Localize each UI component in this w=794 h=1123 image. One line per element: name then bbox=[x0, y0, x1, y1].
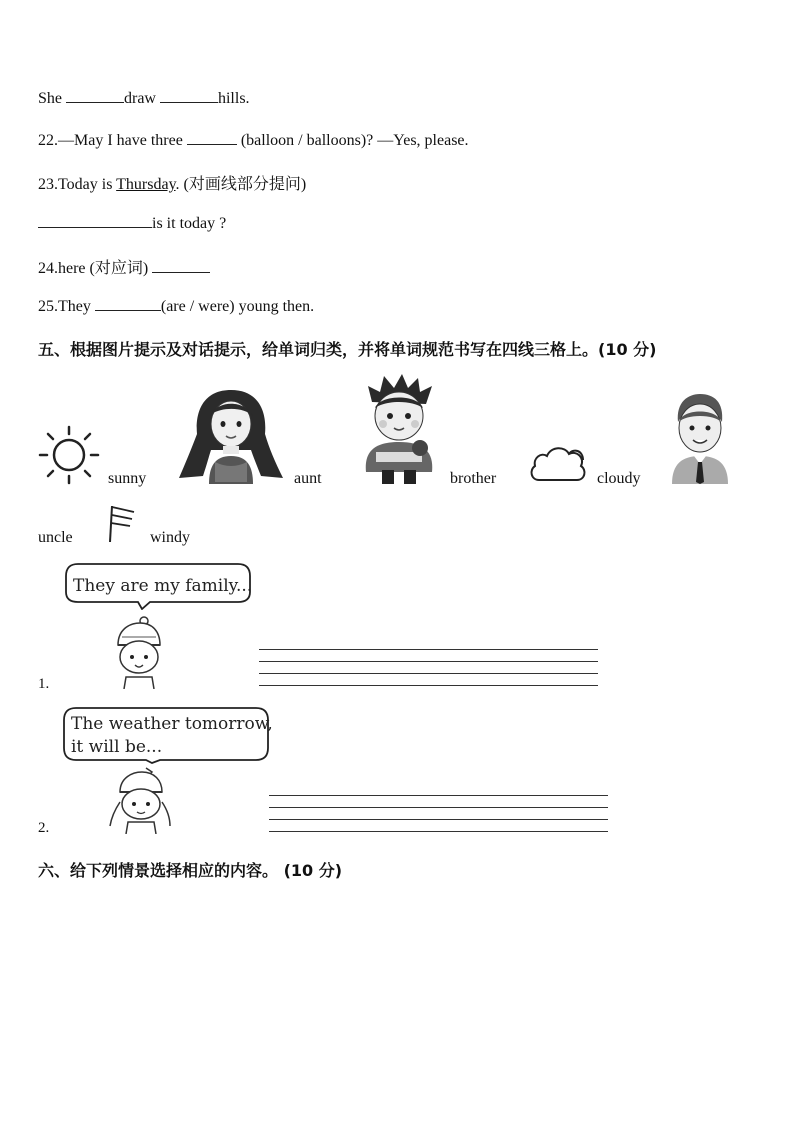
answer-blank[interactable] bbox=[38, 213, 152, 228]
answer-blank[interactable] bbox=[66, 88, 124, 103]
bubble-1-text: They are my family... bbox=[73, 576, 253, 596]
bubble-2-line-2: it will be... bbox=[71, 737, 163, 757]
section-6-heading: 六、给下列情景选择相应的内容。 (10 分) bbox=[38, 861, 343, 880]
man-uncle-icon bbox=[670, 392, 730, 484]
question-25: 25.They (are / were) young then. bbox=[38, 298, 315, 315]
sun-icon bbox=[38, 425, 100, 485]
word-aunt: aunt bbox=[294, 470, 322, 487]
answer-blank[interactable] bbox=[187, 130, 237, 145]
answer-blank[interactable] bbox=[95, 296, 161, 311]
kid-girl-hat-icon bbox=[106, 766, 174, 834]
word-cloudy: cloudy bbox=[597, 470, 641, 487]
word-brother: brother bbox=[450, 470, 497, 487]
answer-blank[interactable] bbox=[160, 88, 218, 103]
question-21-line: She draw hills. bbox=[38, 90, 250, 107]
question-23: 23.Today is Thursday. (对画线部分提问) bbox=[38, 176, 307, 193]
word-sunny: sunny bbox=[108, 470, 147, 487]
cloud-icon bbox=[527, 438, 589, 484]
boy-brother-icon bbox=[356, 372, 442, 484]
word-uncle: uncle bbox=[38, 529, 73, 546]
wind-flag-icon bbox=[106, 504, 138, 544]
question-24: 24.here (对应词) bbox=[38, 255, 210, 278]
four-line-grid-2[interactable] bbox=[269, 795, 608, 832]
kid-boy-hat-icon bbox=[110, 615, 166, 689]
question-22: 22.—May I have three (balloon / balloons)? —Yes, please. bbox=[38, 132, 469, 149]
item-2-number: 2. bbox=[38, 820, 50, 836]
word-windy: windy bbox=[150, 529, 190, 546]
item-1-number: 1. bbox=[38, 676, 50, 692]
girl-aunt-icon bbox=[175, 386, 287, 484]
bubble-2-line-1: The weather tomorrow, bbox=[71, 714, 273, 734]
four-line-grid-1[interactable] bbox=[259, 649, 598, 686]
section-5-heading: 五、根据图片提示及对话提示，给单词归类，并将单词规范书写在四线三格上。(10 分) bbox=[38, 340, 657, 359]
question-23-answer-line: is it today ? bbox=[38, 213, 226, 233]
answer-blank[interactable] bbox=[152, 258, 210, 273]
